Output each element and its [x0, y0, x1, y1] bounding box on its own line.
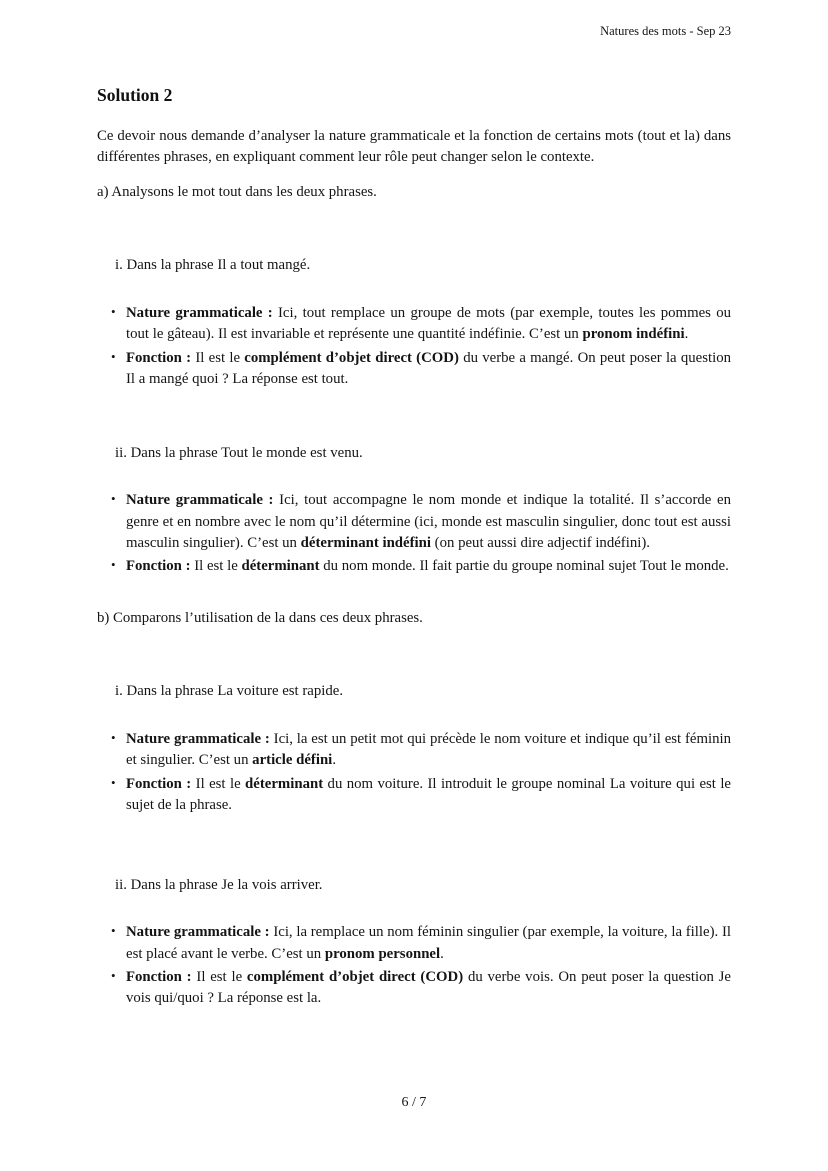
header-text: Natures des mots - Sep 23: [600, 24, 731, 38]
bullet-nature-grammaticale: • Nature grammaticale : Ici, tout remplace un groupe de mots (par exemple, toutes les pommes ou tout le gâteau). Il est invariable et représente une quantité indéfinie. C’est un pronom indéfini.: [126, 303, 731, 346]
section-b-item-ii-label: ii. Dans la phrase Je la vois arriver.: [115, 876, 323, 893]
page-number: 6 / 7: [401, 1095, 427, 1110]
section-a-item-ii-label: ii. Dans la phrase Tout le monde est venu.: [115, 444, 363, 461]
bullet-nature-grammaticale: • Nature grammaticale : Ici, la est un petit mot qui précède le nom voiture et indique qu’il est féminin et singulier. C’est un article défini.: [126, 729, 731, 772]
bullet-fonction: • Fonction : Il est le complément d’objet direct (COD) du verbe a mangé. On peut poser la question Il a mangé quoi ? La réponse est tout.: [126, 348, 731, 391]
bullet-fonction: • Fonction : Il est le complément d’objet direct (COD) du verbe vois. On peut poser la question Je vois qui/quoi ? La réponse est la.: [126, 967, 731, 1010]
bullet-nature-grammaticale: • Nature grammaticale : Ici, tout accompagne le nom monde et indique la totalité. Il s’accorde en genre et en nombre avec le nom qu’il détermine (ici, monde est masculin singulier, donc tout est aussi masculin singulier). C’est un déterminant indéfini (on peut aussi dire adjectif indéfini).: [126, 490, 731, 554]
bullet-fonction: • Fonction : Il est le déterminant du nom voiture. Il introduit le groupe nominal La voiture qui est le sujet de la phrase.: [126, 774, 731, 817]
section-a-item-i-bullets: [97, 303, 731, 391]
intro-paragraph: Ce devoir nous demande d’analyser la nature grammaticale et la fonction de certains mots (tout et la) dans différentes phrases, en expliquant comment leur rôle peut changer selon le contexte.: [97, 128, 731, 166]
section-a-item-i-label: i. Dans la phrase Il a tout mangé.: [115, 257, 311, 274]
page-header: [97, 24, 731, 39]
section-b-item-i-bullets: [97, 729, 731, 817]
section-a-heading: a) Analysons le mot tout dans les deux phrases.: [97, 183, 377, 200]
bullet-fonction: • Fonction : Il est le déterminant du nom monde. Il fait partie du groupe nominal sujet Tout le monde.: [126, 556, 731, 577]
section-a-item-ii-bullets: [97, 490, 731, 578]
section-b-heading: b) Comparons l’utilisation de la dans ces deux phrases.: [97, 609, 423, 626]
section-b-item-i-label: i. Dans la phrase La voiture est rapide.: [115, 683, 344, 700]
bullet-nature-grammaticale: • Nature grammaticale : Ici, la remplace un nom féminin singulier (par exemple, la voiture, la fille). Il est placé avant le verbe. C’est un pronom personnel.: [126, 922, 731, 965]
section-b-item-ii-bullets: [97, 922, 731, 1010]
page-title: Solution 2: [97, 85, 173, 105]
